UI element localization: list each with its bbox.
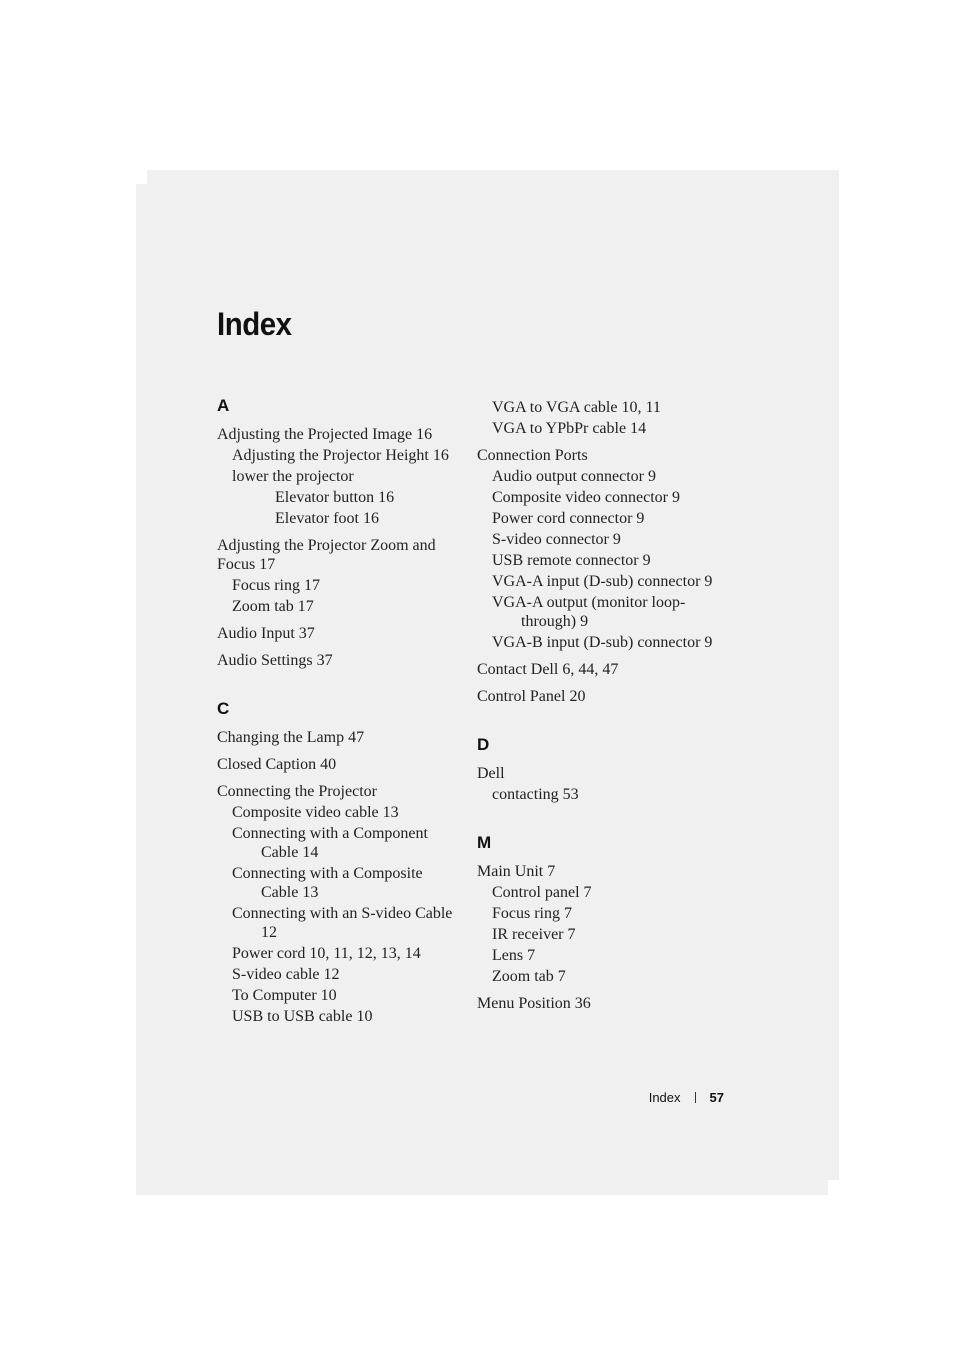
index-section-letter: D: [477, 735, 490, 754]
index-entry: Adjusting the Projector Height 16: [232, 447, 449, 464]
index-entry: Connection Ports: [477, 447, 588, 464]
index-entry: Zoom tab 7: [492, 968, 566, 985]
index-entry: Main Unit 7: [477, 863, 556, 880]
index-entry: Adjusting the Projected Image 16: [217, 426, 433, 443]
index-entry: Focus ring 7: [492, 905, 572, 922]
index-entry: S-video connector 9: [492, 531, 621, 548]
index-entry: Control panel 7: [492, 884, 592, 901]
index-entry: Dell: [477, 765, 505, 782]
index-entry: Power cord 10, 11, 12, 13, 14: [232, 945, 421, 962]
index-entry: Connecting with a Composite Cable 13: [232, 865, 423, 901]
index-entry: Control Panel 20: [477, 688, 586, 705]
index-section-letter: A: [217, 396, 230, 415]
footer-section-label: Index: [648, 1090, 681, 1105]
index-entry: Focus ring 17: [232, 577, 320, 594]
index-entry: Changing the Lamp 47: [217, 729, 365, 746]
index-section-letter: M: [477, 833, 492, 852]
index-entry: lower the projector: [232, 468, 354, 485]
index-entry: VGA to YPbPr cable 14: [492, 420, 647, 437]
index-entry: Connecting with an S-video Cable 12: [232, 905, 453, 941]
index-entry: Elevator foot 16: [275, 510, 379, 527]
panel-corner-notch: [136, 170, 147, 184]
index-entry: USB to USB cable 10: [232, 1008, 373, 1025]
index-entry: Composite video cable 13: [232, 804, 399, 821]
index-entry: Audio Input 37: [217, 625, 315, 642]
index-column-right: [477, 396, 717, 1013]
index-column-left: [217, 396, 457, 1026]
index-entry: contacting 53: [492, 786, 579, 803]
page-title: Index: [217, 306, 292, 342]
index-entry: Lens 7: [492, 947, 536, 964]
index-entry: Menu Position 36: [477, 995, 591, 1012]
index-entry: Connecting with a Component Cable 14: [232, 825, 428, 861]
index-entry: S-video cable 12: [232, 966, 340, 983]
index-entry: Adjusting the Projector Zoom and Focus 17: [217, 537, 436, 573]
index-entry: Power cord connector 9: [492, 510, 645, 527]
index-entry: VGA-A output (monitor loop-through) 9: [492, 594, 686, 630]
index-entry: Zoom tab 17: [232, 598, 314, 615]
footer-divider: [695, 1092, 696, 1103]
index-entry: Contact Dell 6, 44, 47: [477, 661, 619, 678]
index-entry: Audio output connector 9: [492, 468, 656, 485]
index-entry: Composite video connector 9: [492, 489, 680, 506]
page-footer: [649, 1090, 724, 1105]
index-entry: Audio Settings 37: [217, 652, 333, 669]
index-entry: USB remote connector 9: [492, 552, 651, 569]
index-entry: Elevator button 16: [275, 489, 395, 506]
index-entry: Closed Caption 40: [217, 756, 337, 773]
index-entry: To Computer 10: [232, 987, 337, 1004]
index-entry: VGA-A input (D-sub) connector 9: [492, 573, 713, 590]
index-section-letter: C: [217, 699, 230, 718]
page-number: 57: [709, 1090, 724, 1105]
index-entry: VGA to VGA cable 10, 11: [492, 399, 661, 416]
panel-corner-notch: [828, 1180, 839, 1195]
index-entry: Connecting the Projector: [217, 783, 377, 800]
index-entry: IR receiver 7: [492, 926, 576, 943]
index-entry: VGA-B input (D-sub) connector 9: [492, 634, 713, 651]
